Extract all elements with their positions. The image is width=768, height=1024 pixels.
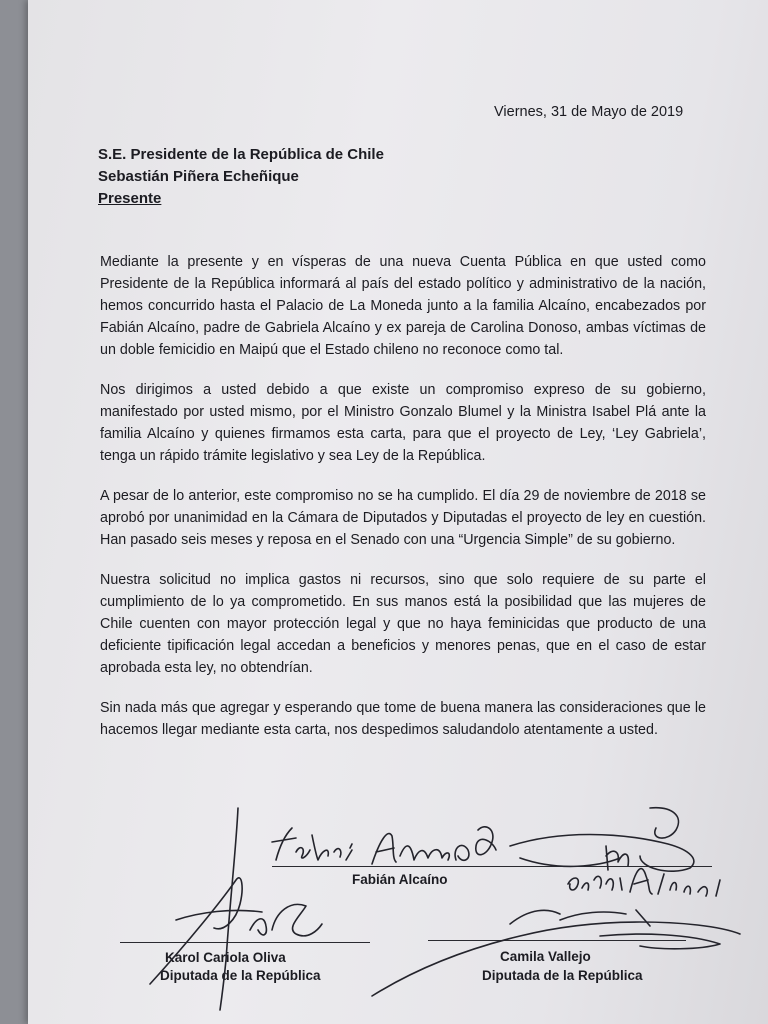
- paragraph-2: Nos dirigimos a usted debido a que existe un compromiso expreso de su gobierno, manifestado por usted mismo, por el Ministro Gonzalo Blumel y la Ministra Isabel Plá ante la familia Alcaíno y quienes firmamos esta carta, para que el proyecto de Ley, ‘Ley Gabriela’, tenga un rápido trámite legislativo y sea Ley de la República.: [100, 382, 706, 464]
- signer-name-fabian: Fabián Alcaíno: [352, 872, 448, 887]
- signature-line-camila: [428, 940, 686, 941]
- paragraph-3: A pesar de lo anterior, este compromiso no se ha cumplido. El día 29 de noviembre de 2018 se aprobó por unanimidad en la Cámara de Diputados y Diputadas el proyecto de ley en cuestión. Han pasado seis meses y reposa en el Senado con una “Urgencia Simple” de su gobierno.: [100, 488, 706, 548]
- addressee-name: Sebastián Piñera Echeñique: [98, 168, 299, 185]
- signature-line-karol: [120, 942, 370, 943]
- signer-name-camila: Camila Vallejo: [500, 949, 591, 964]
- addressee-presente: Presente: [98, 190, 162, 207]
- signer-title-karol: Diputada de la República: [160, 968, 321, 983]
- addressee-block: [98, 144, 384, 210]
- signer-title-camila: Diputada de la República: [482, 968, 643, 983]
- paragraph-5: Sin nada más que agregar y esperando que tome de buena manera las consideraciones que le hacemos llegar mediante esta carta, nos despedimos saludandolo atentamente a usted.: [100, 700, 706, 738]
- paragraph-4: Nuestra solicitud no implica gastos ni recursos, sino que solo requiere de su parte el cumplimiento de lo ya comprometido. En sus manos está la posibilidad que las mujeres de Chile cuenten con mayor protección legal y que no haya feminicidas que producto de una deficiente tipificación legal accedan a beneficios y menores penas, que en el caso de estar aprobada esta ley, no obtendrían.: [100, 572, 706, 676]
- letter-body: [100, 251, 706, 759]
- signature-line-fabian: [272, 866, 712, 867]
- addressee-title: S.E. Presidente de la República de Chile: [98, 146, 384, 163]
- paragraph-1: Mediante la presente y en vísperas de una nueva Cuenta Pública en que usted como Presidente de la República informará al país del estado político y administrativo de la nación, hemos concurrido hasta el Palacio de La Moneda junto a la familia Alcaíno, encabezados por Fabián Alcaíno, padre de Gabriela Alcaíno y ex pareja de Carolina Donoso, ambas víctimas de un doble femicidio en Maipú que el Estado chileno no reconoce como tal.: [100, 254, 706, 358]
- signer-name-karol: Karol Cariola Oliva: [165, 950, 286, 965]
- letter-date: Viernes, 31 de Mayo de 2019: [494, 104, 684, 120]
